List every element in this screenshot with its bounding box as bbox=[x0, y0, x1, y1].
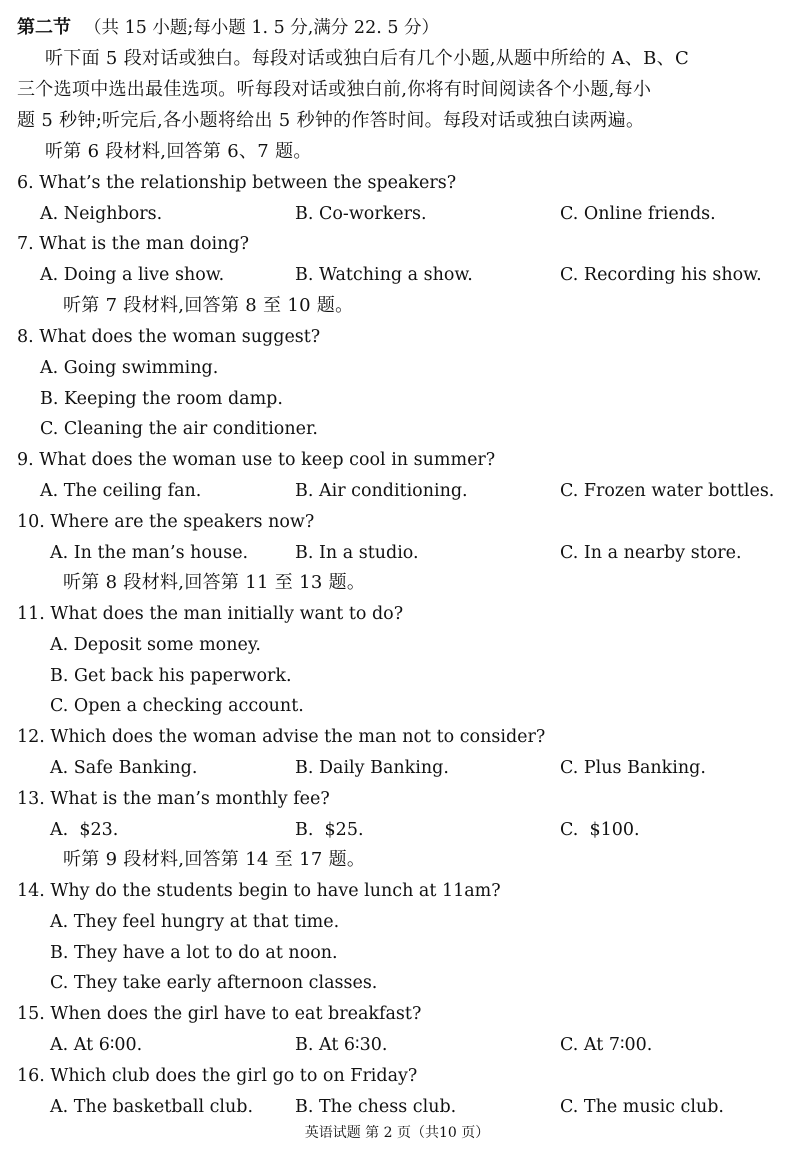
question-stem: 8. What does the woman suggest? bbox=[17, 327, 321, 347]
option-a: A. Safe Banking. bbox=[50, 758, 198, 778]
question-options bbox=[0, 199, 794, 229]
question-stem: 10. Where are the speakers now? bbox=[17, 512, 315, 532]
option-a: A. Going swimming. bbox=[40, 358, 219, 378]
instruction-line: 听下面 5 段对话或独白。每段对话或独白后有几个小题,从题中所给的 A、B、C bbox=[45, 48, 690, 69]
section-meta: （共 15 小题;每小题 1. 5 分,满分 22. 5 分） bbox=[84, 18, 440, 38]
question-options bbox=[0, 476, 794, 506]
question-options bbox=[0, 538, 794, 568]
option-b: B. They have a lot to do at noon. bbox=[50, 943, 338, 963]
option-a: A. The basketball club. bbox=[50, 1097, 254, 1117]
option-a: A. In the man’s house. bbox=[50, 543, 249, 563]
option-c: C. $100. bbox=[560, 820, 640, 840]
option-c: C. Open a checking account. bbox=[50, 696, 304, 716]
option-c: C. Frozen water bottles. bbox=[560, 481, 775, 501]
option-b: B. Keeping the room damp. bbox=[40, 389, 283, 409]
question-options bbox=[0, 815, 794, 845]
material-heading: 听第 8 段材料,回答第 11 至 13 题。 bbox=[63, 572, 366, 593]
option-b: B. Daily Banking. bbox=[295, 758, 449, 778]
option-c: C. Cleaning the air conditioner. bbox=[40, 419, 318, 439]
material-heading: 听第 7 段材料,回答第 8 至 10 题。 bbox=[63, 295, 354, 316]
material-heading: 听第 9 段材料,回答第 14 至 17 题。 bbox=[63, 849, 366, 870]
option-a: A. Doing a live show. bbox=[40, 265, 225, 285]
question-stem: 11. What does the man initially want to do? bbox=[17, 604, 404, 624]
question-options bbox=[0, 260, 794, 290]
option-b: B. Air conditioning. bbox=[295, 481, 468, 501]
option-a: A. Deposit some money. bbox=[50, 635, 261, 655]
question-stem: 9. What does the woman use to keep cool in summer? bbox=[17, 450, 496, 470]
section-title: 第二节 bbox=[17, 17, 71, 38]
option-a: A. At 6∶00. bbox=[50, 1035, 143, 1055]
option-a: A. $23. bbox=[50, 820, 119, 840]
instruction-line: 三个选项中选出最佳选项。听每段对话或独白前,你将有时间阅读各个小题,每小 bbox=[17, 79, 652, 100]
option-c: C. Plus Banking. bbox=[560, 758, 706, 778]
question-options bbox=[0, 1030, 794, 1060]
question-options bbox=[0, 1092, 794, 1122]
instruction-line: 题 5 秒钟;听完后,各小题将给出 5 秒钟的作答时间。每段对话或独白读两遍。 bbox=[17, 110, 645, 131]
question-stem: 15. When does the girl have to eat breakfast? bbox=[17, 1004, 422, 1024]
option-c: C. At 7∶00. bbox=[560, 1035, 653, 1055]
option-a: A. Neighbors. bbox=[40, 204, 163, 224]
option-b: B. $25. bbox=[295, 820, 364, 840]
option-b: B. Get back his paperwork. bbox=[50, 666, 292, 686]
question-stem: 13. What is the man’s monthly fee? bbox=[17, 789, 330, 809]
question-stem: 12. Which does the woman advise the man not to consider? bbox=[17, 727, 546, 747]
option-b: B. The chess club. bbox=[295, 1097, 457, 1117]
option-c: C. Recording his show. bbox=[560, 265, 762, 285]
option-b: B. Co-workers. bbox=[295, 204, 427, 224]
question-options bbox=[0, 753, 794, 783]
option-a: A. The ceiling fan. bbox=[40, 481, 202, 501]
option-b: B. Watching a show. bbox=[295, 265, 473, 285]
option-a: A. They feel hungry at that time. bbox=[50, 912, 340, 932]
option-c: C. Online friends. bbox=[560, 204, 716, 224]
question-stem: 14. Why do the students begin to have lunch at 11am? bbox=[17, 881, 501, 901]
question-stem: 7. What is the man doing? bbox=[17, 234, 249, 254]
option-c: C. The music club. bbox=[560, 1097, 724, 1117]
page-footer: 英语试题 第 2 页（共10 页） bbox=[304, 1125, 490, 1141]
material-heading: 听第 6 段材料,回答第 6、7 题。 bbox=[45, 141, 312, 162]
option-b: B. At 6∶30. bbox=[295, 1035, 388, 1055]
section-header bbox=[0, 13, 794, 43]
option-c: C. In a nearby store. bbox=[560, 543, 742, 563]
question-stem: 16. Which club does the girl go to on Friday? bbox=[17, 1066, 418, 1086]
option-c: C. They take early afternoon classes. bbox=[50, 973, 378, 993]
option-b: B. In a studio. bbox=[295, 543, 419, 563]
question-stem: 6. What’s the relationship between the speakers? bbox=[17, 173, 457, 193]
